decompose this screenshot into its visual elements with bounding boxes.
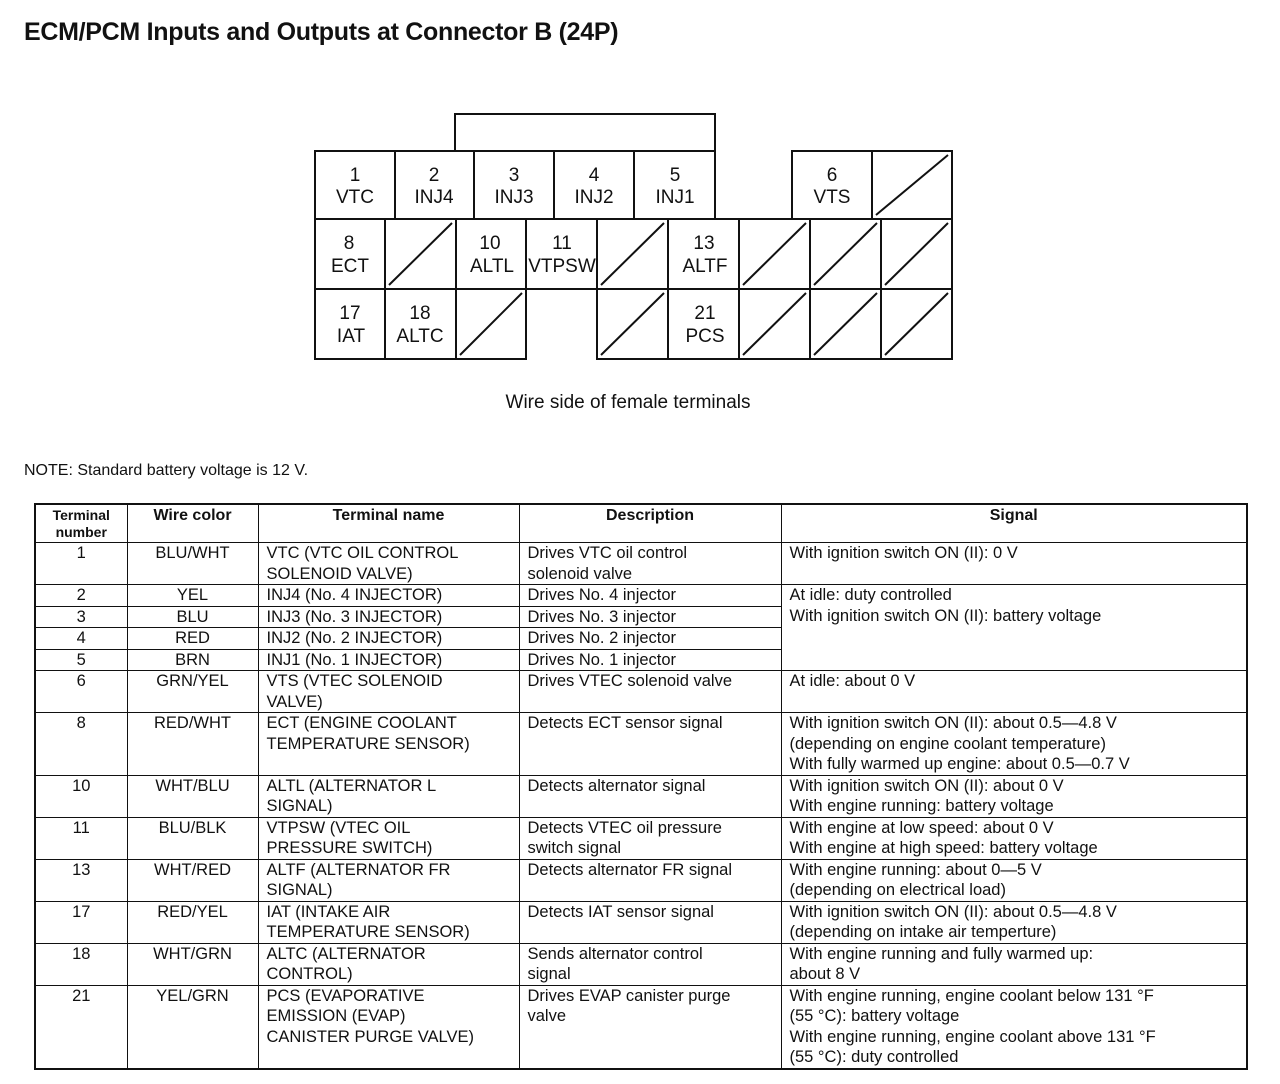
cell-wire-color: BLU/WHT — [127, 543, 258, 585]
cell-wire-color: BLU/BLK — [127, 817, 258, 859]
connector-diagram — [0, 0, 1280, 380]
table-row — [35, 985, 1247, 1069]
cell-terminal-name: VTS (VTEC SOLENOID VALVE) — [258, 671, 519, 713]
cell-wire-color: WHT/RED — [127, 859, 258, 901]
terminal-18-number: 18 — [409, 303, 431, 324]
terminal-1-label: VTC — [336, 187, 374, 208]
cell-terminal-number: 6 — [35, 671, 127, 713]
terminal-17-number: 17 — [339, 303, 361, 324]
terminal-13-label: ALTF — [682, 256, 728, 277]
cell-signal: At idle: duty controlled With ignition switch ON (II): battery voltage — [781, 585, 1247, 671]
terminal-18-label: ALTC — [396, 326, 444, 347]
terminal-11-number: 11 — [552, 233, 572, 254]
connector-latch — [455, 114, 715, 151]
terminal-3-label: INJ3 — [494, 187, 534, 208]
terminal-1-number: 1 — [349, 165, 361, 186]
cell-description: Detects IAT sensor signal — [519, 901, 781, 943]
cell-terminal-name: VTC (VTC OIL CONTROL SOLENOID VALVE) — [258, 543, 519, 585]
table-row — [35, 671, 1247, 713]
blank-cavity — [460, 293, 522, 355]
cell-terminal-name: ALTL (ALTERNATOR L SIGNAL) — [258, 775, 519, 817]
terminal-10-number: 10 — [479, 233, 501, 254]
cell-terminal-number: 11 — [35, 817, 127, 859]
terminal-5-number: 5 — [669, 165, 681, 186]
cell-wire-color: WHT/BLU — [127, 775, 258, 817]
cell-description: Detects VTEC oil pressure switch signal — [519, 817, 781, 859]
cell-terminal-name: INJ1 (No. 1 INJECTOR) — [258, 649, 519, 671]
cell-signal: With ignition switch ON (II): about 0.5—4.8 V (depending on engine coolant temperature) With fully warmed up engine: about 0.5—0.7 V — [781, 713, 1247, 776]
cell-signal: With engine running, engine coolant below 131 °F (55 °C): battery voltage With engine running, engine coolant above 131 °F (55 °C): duty controlled — [781, 985, 1247, 1069]
terminal-6-label: VTS — [813, 187, 851, 208]
cell-terminal-number: 21 — [35, 985, 127, 1069]
cell-terminal-name: IAT (INTAKE AIR TEMPERATURE SENSOR) — [258, 901, 519, 943]
cell-description: Detects ECT sensor signal — [519, 713, 781, 776]
cell-description: Drives No. 2 injector — [519, 628, 781, 650]
cell-wire-color: GRN/YEL — [127, 671, 258, 713]
terminal-4-label: INJ2 — [574, 187, 614, 208]
terminal-3-number: 3 — [508, 165, 520, 186]
cell-wire-color: RED — [127, 628, 258, 650]
blank-cavity — [743, 223, 806, 285]
cell-terminal-name: ECT (ENGINE COOLANT TEMPERATURE SENSOR) — [258, 713, 519, 776]
connector-caption: Wire side of female terminals — [505, 392, 751, 413]
table-header-row — [35, 504, 1247, 543]
cell-description: Drives VTC oil control solenoid valve — [519, 543, 781, 585]
cell-terminal-number: 8 — [35, 713, 127, 776]
blank-cavity — [389, 223, 452, 285]
cell-terminal-name: ALTC (ALTERNATOR CONTROL) — [258, 943, 519, 985]
cell-description: Drives No. 3 injector — [519, 606, 781, 628]
terminal-6-number: 6 — [826, 165, 838, 186]
cell-terminal-name: INJ2 (No. 2 INJECTOR) — [258, 628, 519, 650]
terminal-8-label: ECT — [331, 256, 369, 277]
cell-signal: With engine running and fully warmed up: about 8 V — [781, 943, 1247, 985]
blank-cavity — [885, 223, 948, 285]
cell-terminal-number: 17 — [35, 901, 127, 943]
cell-wire-color: RED/YEL — [127, 901, 258, 943]
cell-signal: With ignition switch ON (II): about 0.5—4.8 V (depending on intake air temperture) — [781, 901, 1247, 943]
cell-description: Drives No. 4 injector — [519, 585, 781, 607]
cell-terminal-number: 18 — [35, 943, 127, 985]
cell-signal: With ignition switch ON (II): about 0 V With engine running: battery voltage — [781, 775, 1247, 817]
terminal-10-label: ALTL — [469, 256, 515, 277]
table-row — [35, 713, 1247, 776]
table-row — [35, 943, 1247, 985]
cell-wire-color: RED/WHT — [127, 713, 258, 776]
cell-terminal-number: 5 — [35, 649, 127, 671]
cell-signal: With ignition switch ON (II): 0 V — [781, 543, 1247, 585]
cell-description: Drives VTEC solenoid valve — [519, 671, 781, 713]
terminal-table — [34, 503, 1248, 1070]
cell-terminal-number: 3 — [35, 606, 127, 628]
cell-wire-color: YEL — [127, 585, 258, 607]
terminal-11-label: VTPSW — [528, 256, 596, 277]
cell-terminal-name: INJ3 (No. 3 INJECTOR) — [258, 606, 519, 628]
cell-terminal-name: VTPSW (VTEC OIL PRESSURE SWITCH) — [258, 817, 519, 859]
terminal-2-label: INJ4 — [414, 187, 454, 208]
cell-wire-color: WHT/GRN — [127, 943, 258, 985]
cell-wire-color: BLU — [127, 606, 258, 628]
terminal-8-number: 8 — [343, 233, 355, 254]
cell-terminal-number: 2 — [35, 585, 127, 607]
terminal-21-label: PCS — [685, 326, 725, 347]
cell-wire-color: BRN — [127, 649, 258, 671]
table-row — [35, 543, 1247, 585]
cell-terminal-number: 13 — [35, 859, 127, 901]
cell-terminal-name: PCS (EVAPORATIVE EMISSION (EVAP) CANISTER PURGE VALVE) — [258, 985, 519, 1069]
table-row — [35, 901, 1247, 943]
cell-signal: At idle: about 0 V — [781, 671, 1247, 713]
cell-description: Detects alternator signal — [519, 775, 781, 817]
header-wire-color: Wire color — [127, 504, 258, 543]
table-row — [35, 817, 1247, 859]
note-text: NOTE: Standard battery voltage is 12 V. — [24, 462, 309, 479]
cell-signal: With engine at low speed: about 0 V With engine at high speed: battery voltage — [781, 817, 1247, 859]
cell-terminal-number: 1 — [35, 543, 127, 585]
cell-terminal-name: INJ4 (No. 4 INJECTOR) — [258, 585, 519, 607]
blank-cavity — [601, 223, 664, 285]
table-row — [35, 859, 1247, 901]
cell-terminal-number: 10 — [35, 775, 127, 817]
cell-description: Drives EVAP canister purge valve — [519, 985, 781, 1069]
cell-wire-color: YEL/GRN — [127, 985, 258, 1069]
blank-cavity — [814, 293, 877, 355]
terminal-2-number: 2 — [428, 165, 440, 186]
header-signal: Signal — [781, 504, 1247, 543]
header-description: Description — [519, 504, 781, 543]
blank-cavity — [601, 293, 664, 355]
cell-signal: With engine running: about 0—5 V (depending on electrical load) — [781, 859, 1247, 901]
header-terminal-name: Terminal name — [258, 504, 519, 543]
terminal-13-number: 13 — [693, 233, 715, 254]
cell-description: Drives No. 1 injector — [519, 649, 781, 671]
terminal-4-number: 4 — [588, 165, 600, 186]
cell-terminal-name: ALTF (ALTERNATOR FR SIGNAL) — [258, 859, 519, 901]
blank-cavity — [743, 293, 806, 355]
blank-cavity — [885, 293, 948, 355]
blank-cavity — [876, 155, 948, 215]
blank-cavity — [814, 223, 877, 285]
terminal-17-label: IAT — [336, 326, 366, 347]
terminal-5-label: INJ1 — [655, 187, 695, 208]
table-row — [35, 775, 1247, 817]
cell-description: Sends alternator control signal — [519, 943, 781, 985]
terminal-21-number: 21 — [694, 303, 716, 324]
cell-terminal-number: 4 — [35, 628, 127, 650]
page-title: ECM/PCM Inputs and Outputs at Connector B (24P) — [24, 18, 619, 46]
cell-description: Detects alternator FR signal — [519, 859, 781, 901]
table-row — [35, 585, 1247, 607]
header-terminal-number: Terminal number — [35, 504, 127, 543]
